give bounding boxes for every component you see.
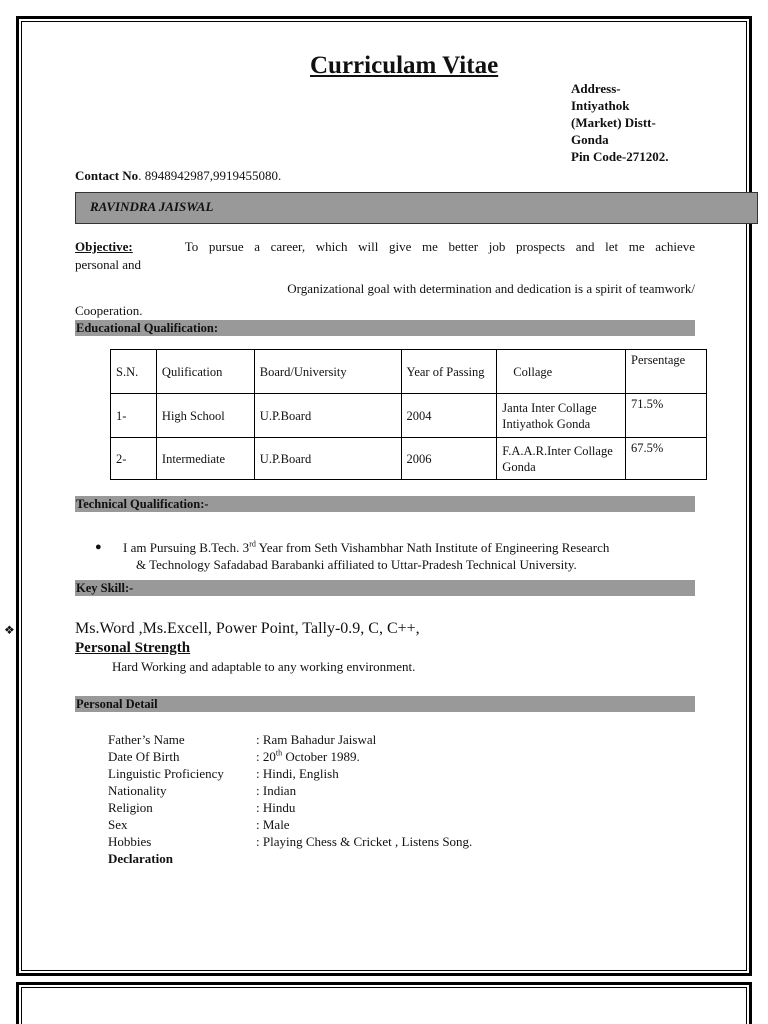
address-block — [571, 80, 701, 165]
bullet-icon: ● — [95, 541, 102, 553]
next-page-border-inner — [21, 987, 747, 1024]
table-cell: F.A.A.R.Inter Collage Gonda — [497, 438, 626, 480]
cv-title: Curriculam Vitae — [310, 52, 499, 79]
personal-detail-list — [108, 731, 472, 867]
technical-text-2: & Technology Safadabad Barabanki affiliated to Uttar-Pradesh Technical University. — [136, 557, 577, 572]
table-cell: 2006 — [401, 438, 497, 480]
objective-text-4: Cooperation. — [75, 303, 143, 318]
address-line: Intiyathok — [571, 98, 630, 113]
table-header-cell: Collage — [497, 350, 626, 394]
table-header-cell: Year of Passing — [401, 350, 497, 394]
objective-text-2: personal and — [75, 257, 142, 272]
key-skill-heading: Key Skill:- — [75, 580, 695, 596]
detail-row: Linguistic Proficiency : Hindi, English — [108, 766, 339, 781]
address-line: Address- — [571, 81, 621, 96]
strength-text: Hard Working and adaptable to any working environment. — [112, 659, 416, 674]
strength-heading: Personal Strength — [75, 640, 191, 656]
education-heading: Educational Qualification: — [75, 320, 695, 336]
table-cell: 2004 — [401, 394, 497, 438]
objective-text-3: Organizational goal with determination and dedication is a spirit of teamwork/ — [287, 281, 695, 296]
address-line: Gonda — [571, 132, 609, 147]
name-bar — [75, 192, 758, 224]
detail-row: Sex : Male — [108, 817, 290, 832]
technical-section — [90, 539, 695, 573]
table-header-cell: S.N. — [111, 350, 157, 394]
table-cell: 67.5% — [626, 438, 707, 480]
detail-row: Date Of Birth : 20th October 1989. — [108, 748, 360, 764]
table-header-cell: Qulification — [156, 350, 254, 394]
technical-text: I am Pursuing B.Tech. 3rd Year from Seth Vishambhar Nath Institute of Engineering Research — [123, 539, 610, 555]
diamond-bullet-icon: ❖ — [4, 623, 15, 637]
table-header-cell: Board/University — [254, 350, 401, 394]
detail-row: Religion : Hindu — [108, 800, 296, 815]
table-cell: 1- — [111, 394, 157, 438]
detail-row: Nationality : Indian — [108, 783, 297, 798]
table-cell: Intermediate — [156, 438, 254, 480]
contact-label: Contact No — [75, 168, 139, 183]
objective-section — [75, 238, 695, 320]
table-cell: U.P.Board — [254, 438, 401, 480]
declaration-heading: Declaration — [108, 851, 173, 866]
table-cell: U.P.Board — [254, 394, 401, 438]
objective-text-1: To pursue a career, which will give me better job prospects and let me achieve — [184, 239, 695, 254]
candidate-name: RAVINDRA JAISWAL — [90, 199, 214, 214]
table-row — [111, 438, 707, 480]
detail-row: Father’s Name : Ram Bahadur Jaiswal — [108, 732, 377, 747]
table-row — [111, 394, 707, 438]
address-line: Pin Code-271202. — [571, 149, 669, 164]
table-cell: Janta Inter Collage Intiyathok Gonda — [497, 394, 626, 438]
technical-heading: Technical Qualification:- — [75, 496, 695, 512]
table-header-row — [111, 350, 707, 394]
table-cell: 71.5% — [626, 394, 707, 438]
education-table — [110, 349, 707, 480]
personal-detail-heading: Personal Detail — [75, 696, 695, 712]
contact-value: . 8948942987,9919455080. — [138, 168, 282, 183]
table-header-cell: Persentage — [626, 350, 707, 394]
detail-row: Hobbies : Playing Chess & Cricket , Listens Song. — [108, 834, 473, 849]
contact-line — [75, 168, 281, 184]
table-cell: 2- — [111, 438, 157, 480]
table-cell: High School — [156, 394, 254, 438]
address-line: (Market) Distt- — [571, 115, 656, 130]
skills-list: Ms.Word ,Ms.Excell, Power Point, Tally-0.9, C, C++, — [75, 620, 420, 637]
objective-label: Objective: — [75, 239, 133, 254]
